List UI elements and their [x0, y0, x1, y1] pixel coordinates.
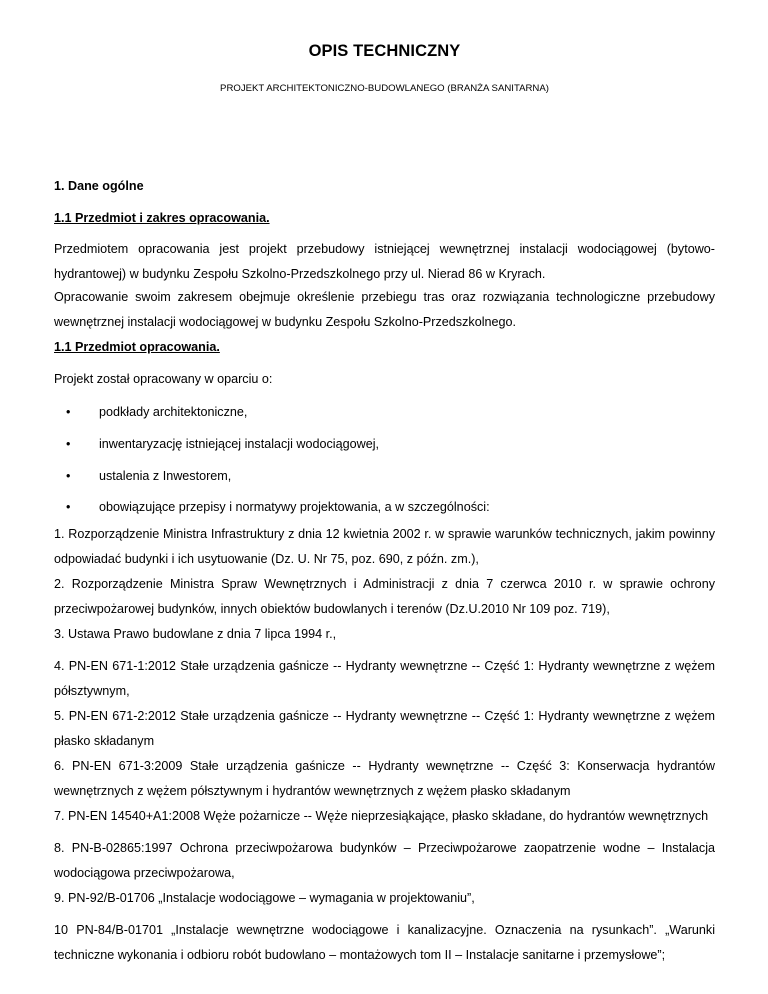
section-heading-1: 1. Dane ogólne: [54, 179, 144, 193]
reference-item: 5. PN-EN 671-2:2012 Stałe urządzenia gaśnicze -- Hydranty wewnętrzne -- Część 1: Hydranty wewnętrzne z wężem płasko składanym: [54, 709, 715, 748]
reference-item: 3. Ustawa Prawo budowlane z dnia 7 lipca 1994 r.,: [54, 627, 337, 641]
reference-item: 8. PN-B-02865:1997 Ochrona przeciwpożarowa budynków – Przeciwpożarowe zaopatrzenie wodne – Instalacja wodociągowa przeciwpożarowa,: [54, 841, 715, 880]
paragraph-scope: Opracowanie swoim zakresem obejmuje określenie przebiegu tras oraz rozwiązania technologiczne przebudowy wewnętrznej instalacji wodociągowej w budynku Zespołu Szkolno-Przedszkolnego.: [54, 290, 715, 329]
document-subtitle: PROJEKT ARCHITEKTONICZNO-BUDOWLANEGO (BRANŻA SANITARNA): [220, 83, 549, 94]
reference-item: 10 PN-84/B-01701 „Instalacje wewnętrzne wodociągowe i kanalizacyjne. Oznaczenia na rysunkach”. „Warunki techniczne wykonania i odbioru robót budowlano – montażowych tom II – Instalacje sanitarne i przemysłowe”;: [54, 923, 715, 962]
bullet-text: podkłady architektoniczne,: [99, 405, 248, 419]
bullet-symbol: •: [66, 469, 71, 483]
bullet-symbol: •: [66, 437, 71, 451]
reference-item: 1. Rozporządzenie Ministra Infrastruktury z dnia 12 kwietnia 2002 r. w sprawie warunków technicznych, jakim powinny odpowiadać budynki i ich usytuowanie (Dz. U. Nr 75, poz. 690, z późn. zm.),: [54, 527, 715, 566]
bullet-text: obowiązujące przepisy i normatywy projektowania, a w szczególności:: [99, 500, 490, 514]
bullet-text: inwentaryzację istniejącej instalacji wodociągowej,: [99, 437, 380, 451]
reference-item: 2. Rozporządzenie Ministra Spraw Wewnętrznych i Administracji z dnia 7 czerwca 2010 r. w sprawie ochrony przeciwpożarowej budynków, innych obiektów budowlanych i terenów (Dz.U.2010 Nr 109 poz. 719),: [54, 577, 715, 616]
bullet-symbol: •: [66, 405, 71, 419]
bullet-text: ustalenia z Inwestorem,: [99, 469, 232, 483]
reference-item: 6. PN-EN 671-3:2009 Stałe urządzenia gaśnicze -- Hydranty wewnętrzne -- Część 3: Konserwacja hydrantów wewnętrznych z wężem półsztywnym i hydrantów wewnętrznych z wężem płasko składanym: [54, 759, 715, 798]
bullet-symbol: •: [66, 500, 71, 514]
reference-item: 7. PN-EN 14540+A1:2008 Węże pożarnicze -- Węże nieprzesiąkające, płasko składane, do hydrantów wewnętrznych: [54, 809, 709, 823]
section-heading-1-1: 1.1 Przedmiot i zakres opracowania.: [54, 211, 270, 225]
reference-item: 9. PN-92/B-01706 „Instalacje wodociągowe – wymagania w projektowaniu”,: [54, 891, 475, 905]
section-heading-1-1-b: 1.1 Przedmiot opracowania.: [54, 340, 220, 354]
paragraph-subject: Przedmiotem opracowania jest projekt przebudowy istniejącej wewnętrznej instalacji wodociągowej (bytowo-hydrantowej) w budynku Zespołu Szkolno-Przedszkolnego przy ul. Nierad 86 w Kryrach.: [54, 242, 715, 281]
document-title: OPIS TECHNICZNY: [308, 42, 461, 60]
paragraph-basis-intro: Projekt został opracowany w oparciu o:: [54, 372, 273, 386]
reference-item: 4. PN-EN 671-1:2012 Stałe urządzenia gaśnicze -- Hydranty wewnętrzne -- Część 1: Hydranty wewnętrzne z wężem półsztywnym,: [54, 659, 715, 698]
